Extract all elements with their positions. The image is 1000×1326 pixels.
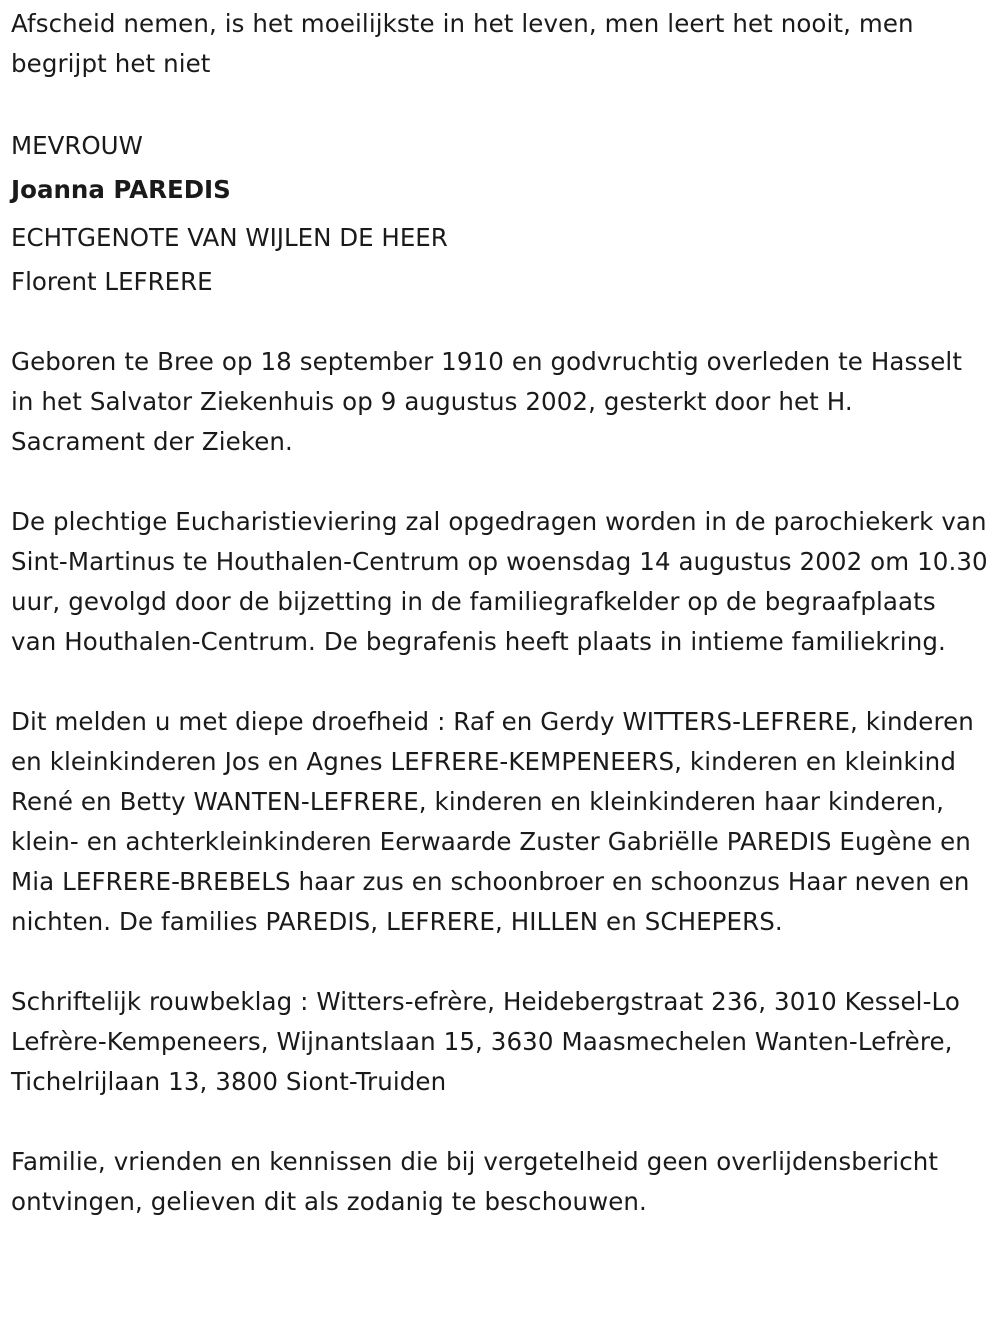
spacer — [11, 942, 988, 982]
relation-text: ECHTGENOTE VAN WIJLEN DE HEER — [11, 223, 448, 252]
mourners-paragraph: Dit melden u met diepe droefheid : Raf en Gerdy WITTERS-LEFRERE, kinderen en kleinkinderen Jos en Agnes LEFRERE-KEMPENEERS, kinderen en kleinkind René en Betty WANTEN-LEFRERE, kinderen en kleinkinderen haar kinderen, klein- en achterkleinkinderen Eerwaarde Zuster Gabriëlle PAREDIS Eugène en Mia LEFRERE-BREBELS haar zus en schoonbroer en schoonzus Haar neven en nichten. De families PAREDIS, LEFRERE, HILLEN en SCHEPERS. — [11, 707, 974, 936]
spacer — [11, 84, 988, 124]
spacer — [11, 662, 988, 702]
deceased-header — [11, 126, 988, 302]
birth-death-paragraph: Geboren te Bree op 18 september 1910 en godvruchtig overleden te Hasselt in het Salvator Ziekenhuis op 9 augustus 2002, gesterkt door het H. Sacrament der Zieken. — [11, 347, 963, 456]
notice-paragraph: Familie, vrienden en kennissen die bij vergetelheid geen overlijdensbericht ontvingen, gelieven dit als zodanig te beschouwen. — [11, 1147, 939, 1216]
condolences-paragraph: Schriftelijk rouwbeklag : Witters-efrère, Heidebergstraat 236, 3010 Kessel-Lo Lefrère-Kempeneers, Wijnantslaan 15, 3630 Maasmechelen Wanten-Lefrère, Tichelrijlaan 13, 3800 Siont-Truiden — [11, 987, 960, 1096]
motto-text: Afscheid nemen, is het moeilijkste in het leven, men leert het nooit, men begrijpt het niet — [11, 9, 914, 78]
title-text: MEVROUW — [11, 131, 143, 160]
spacer — [11, 1102, 988, 1142]
spacer — [11, 462, 988, 502]
deceased-name: Joanna PAREDIS — [11, 175, 231, 204]
spacer — [11, 302, 988, 342]
ceremony-paragraph: De plechtige Eucharistieviering zal opgedragen worden in de parochiekerk van Sint-Martinus te Houthalen-Centrum op woensdag 14 augustus 2002 om 10.30 uur, gevolgd door de bijzetting in de familiegrafkelder op de begraafplaats van Houthalen-Centrum. De begrafenis heeft plaats in intieme familiekring. — [11, 507, 988, 656]
spouse-name: Florent LEFRERE — [11, 267, 213, 296]
